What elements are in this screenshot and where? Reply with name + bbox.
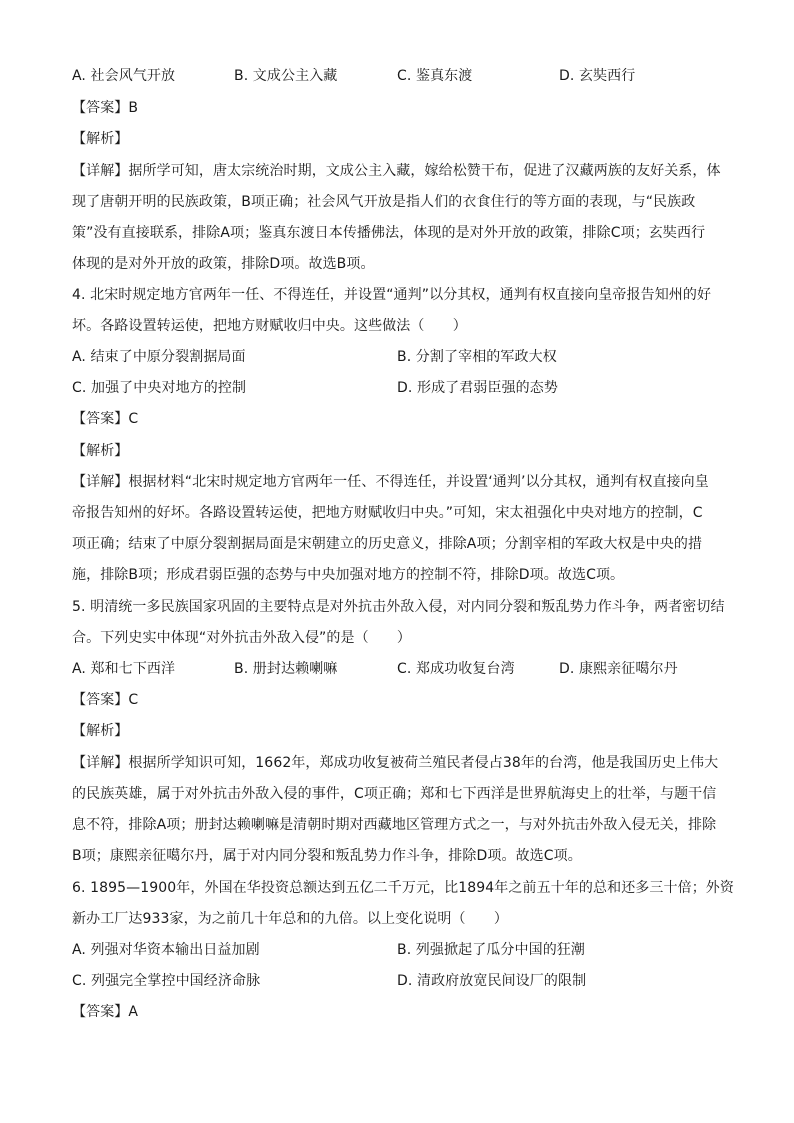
q3-detail-line: 【详解】据所学可知，唐太宗统治时期，文成公主入藏，嫁给松赞干布，促进了汉藏两族的友好关系，体 bbox=[72, 163, 721, 179]
q4-option-c: C. 加强了中央对地方的控制 bbox=[72, 380, 247, 396]
q6-answer: 【答案】A bbox=[72, 1004, 139, 1020]
q5-answer: 【答案】C bbox=[72, 692, 139, 708]
q6-options-row-2 bbox=[72, 970, 722, 992]
q6-options-row-1 bbox=[72, 939, 722, 961]
q5-option-a: A. 郑和七下西洋 bbox=[72, 661, 176, 677]
q4-stem-line: 坏。各路设置转运使，把地方财赋收归中央。这些做法（ ） bbox=[72, 318, 467, 334]
q6-stem-line: 6. 1895—1900年，外国在华投资总额达到五亿二千万元，比1894年之前五十年的总和还多三十倍；外资 bbox=[72, 880, 734, 896]
q3-answer: 【答案】B bbox=[72, 100, 139, 116]
q5-option-c: C. 郑成功收复台湾 bbox=[397, 661, 515, 677]
q3-option-d: D. 玄奘西行 bbox=[559, 68, 636, 84]
q3-option-b: B. 文成公主入藏 bbox=[234, 68, 338, 84]
q4-detail-line: 项正确；结束了中原分裂割据局面是宋朝建立的历史意义，排除A项；分割宰相的军政大权是中央的措 bbox=[72, 536, 703, 552]
q3-detail-line: 现了唐朝开明的民族政策，B项正确；社会风气开放是指人们的衣食住行的等方面的表现，与“民族政 bbox=[72, 194, 696, 210]
q6-option-a: A. 列强对华资本输出日益加剧 bbox=[72, 942, 260, 958]
q4-option-b: B. 分割了宰相的军政大权 bbox=[397, 349, 557, 365]
q3-options-row bbox=[72, 65, 722, 87]
q4-answer: 【答案】C bbox=[72, 411, 139, 427]
q5-option-d: D. 康熙亲征噶尔丹 bbox=[559, 661, 678, 677]
q5-options-row bbox=[72, 658, 722, 680]
q6-option-b: B. 列强掀起了瓜分中国的狂潮 bbox=[397, 942, 586, 958]
q4-option-d: D. 形成了君弱臣强的态势 bbox=[397, 380, 558, 396]
q4-analysis-heading: 【解析】 bbox=[72, 443, 129, 459]
q4-options-row-2 bbox=[72, 377, 722, 399]
q5-detail-line: 息不符，排除A项；册封达赖喇嘛是清朝时期对西藏地区管理方式之一，与对外抗击外敌入侵无关，排除 bbox=[72, 817, 717, 833]
q3-option-a: A. 社会风气开放 bbox=[72, 68, 176, 84]
q5-analysis-heading: 【解析】 bbox=[72, 723, 129, 739]
q3-analysis-heading: 【解析】 bbox=[72, 131, 129, 147]
q3-detail-line: 体现的是对外开放的政策，排除D项。故选B项。 bbox=[72, 256, 375, 272]
q3-option-c: C. 鉴真东渡 bbox=[397, 68, 473, 84]
q4-stem-line: 4. 北宋时规定地方官两年一任、不得连任，并设置“通判”以分其权，通判有权直接向皇帝报告知州的好 bbox=[72, 287, 712, 303]
q4-option-a: A. 结束了中原分裂割据局面 bbox=[72, 349, 246, 365]
q6-option-c: C. 列强完全掌控中国经济命脉 bbox=[72, 973, 261, 989]
q4-options-row-1 bbox=[72, 346, 722, 368]
q5-stem-line: 合。下列史实中体现“对外抗击外敌入侵”的是（ ） bbox=[72, 630, 412, 646]
q4-detail-line: 【详解】根据材料“北宋时规定地方官两年一任、不得连任，并设置‘通判’以分其权，通判有权直接向皇 bbox=[72, 474, 709, 490]
q6-stem-line: 新办工厂达933家，为之前几十年总和的九倍。以上变化说明（ ） bbox=[72, 911, 508, 927]
q5-stem-line: 5. 明清统一多民族国家巩固的主要特点是对外抗击外敌入侵，对内同分裂和叛乱势力作斗争，两者密切结 bbox=[72, 599, 725, 615]
q6-option-d: D. 清政府放宽民间设厂的限制 bbox=[397, 973, 587, 989]
q4-detail-line: 帝报告知州的好坏。各路设置转运使，把地方财赋收归中央。”可知，宋太祖强化中央对地方的控制，C bbox=[72, 505, 703, 521]
q4-detail-line: 施，排除B项；形成君弱臣强的态势与中央加强对地方的控制不符，排除D项。故选C项。 bbox=[72, 567, 625, 583]
q5-detail-line: 【详解】根据所学知识可知，1662年，郑成功收复被荷兰殖民者侵占38年的台湾，他是我国历史上伟大 bbox=[72, 755, 719, 771]
q5-detail-line: 的民族英雄，属于对外抗击外敌入侵的事件，C项正确；郑和七下西洋是世界航海史上的壮举，与题干信 bbox=[72, 786, 717, 802]
q5-option-b: B. 册封达赖喇嘛 bbox=[234, 661, 338, 677]
q5-detail-line: B项；康熙亲征噶尔丹，属于对内同分裂和叛乱势力作斗争，排除D项。故选C项。 bbox=[72, 848, 582, 864]
q3-detail-line: 策”没有直接联系，排除A项；鉴真东渡日本传播佛法，体现的是对外开放的政策，排除C项；玄奘西行 bbox=[72, 225, 706, 241]
